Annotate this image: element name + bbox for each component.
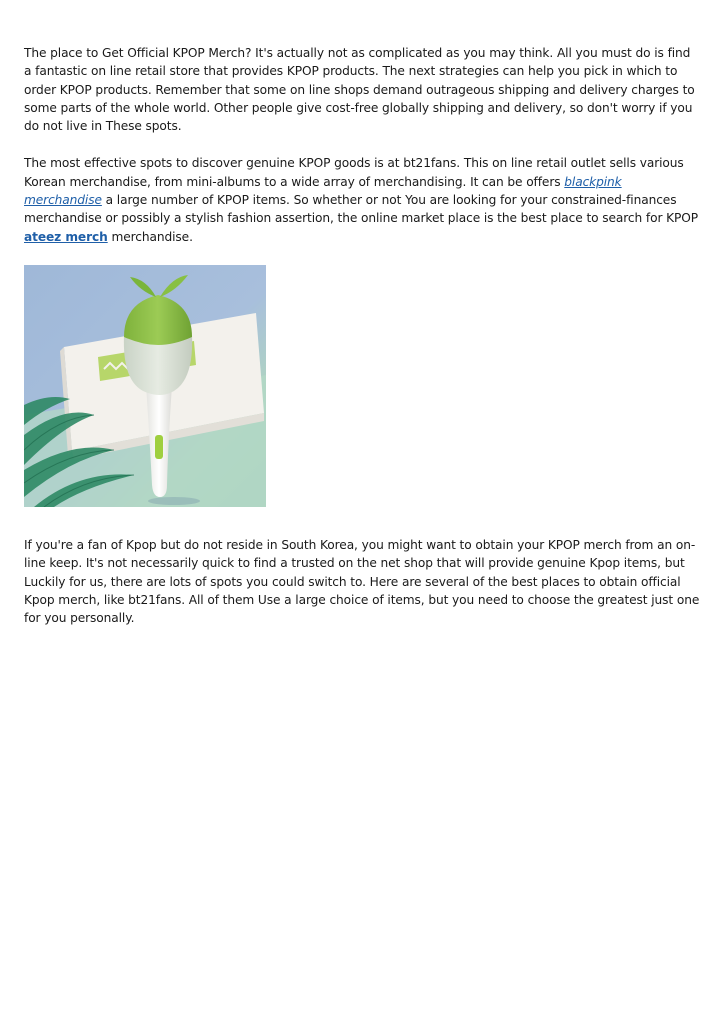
paragraph-online-shopping: If you're a fan of Kpop but do not reside in South Korea, you might want to obtain your KPOP merch from an on-line keep. It's not necessarily quick to find a trusted on the net shop that will provide genuine Kpop items, but Luckily for us, there are lots of spots you could switch to. Here are several of the best places to obtain official Kpop merch, like bt21fans. All of them Use a large choice of items, but you need to choose the greatest just one for you personally. [24, 537, 700, 626]
ateez-merch-link[interactable]: ateez merch [24, 229, 108, 244]
paragraph-text: a large number of KPOP items. So whether or not You are looking for your constrained-finances merchandise or possibly a stylish fashion assertion, the online market place is the best place to search for KPOP [24, 193, 699, 226]
paragraph-bt21fans [24, 154, 700, 245]
paragraph-text: The most effective spots to discover genuine KPOP goods is at bt21fans. This on line retail outlet sells various Korean merchandise, from mini-albums to a wide array of merchandising. It can be offers [24, 156, 684, 189]
lightstick-illustration [24, 265, 266, 507]
paragraph-text: merchandise. [107, 229, 193, 244]
blackpink-merchandise-link[interactable]: blackpink merchandise [24, 174, 622, 208]
article-body [24, 44, 700, 646]
lightstick-product-image [24, 265, 266, 507]
paragraph-intro: The place to Get Official KPOP Merch? It's actually not as complicated as you may think. All you must do is find a fantastic on line retail store that provides KPOP products. The next strategies can help you pick in which to order KPOP products. Remember that some on line shops demand outrageous shipping and delivery charges to some parts of the whole world. Other people give cost-free globally shipping and delivery, so don't worry if you do not live in These spots. [24, 46, 695, 134]
